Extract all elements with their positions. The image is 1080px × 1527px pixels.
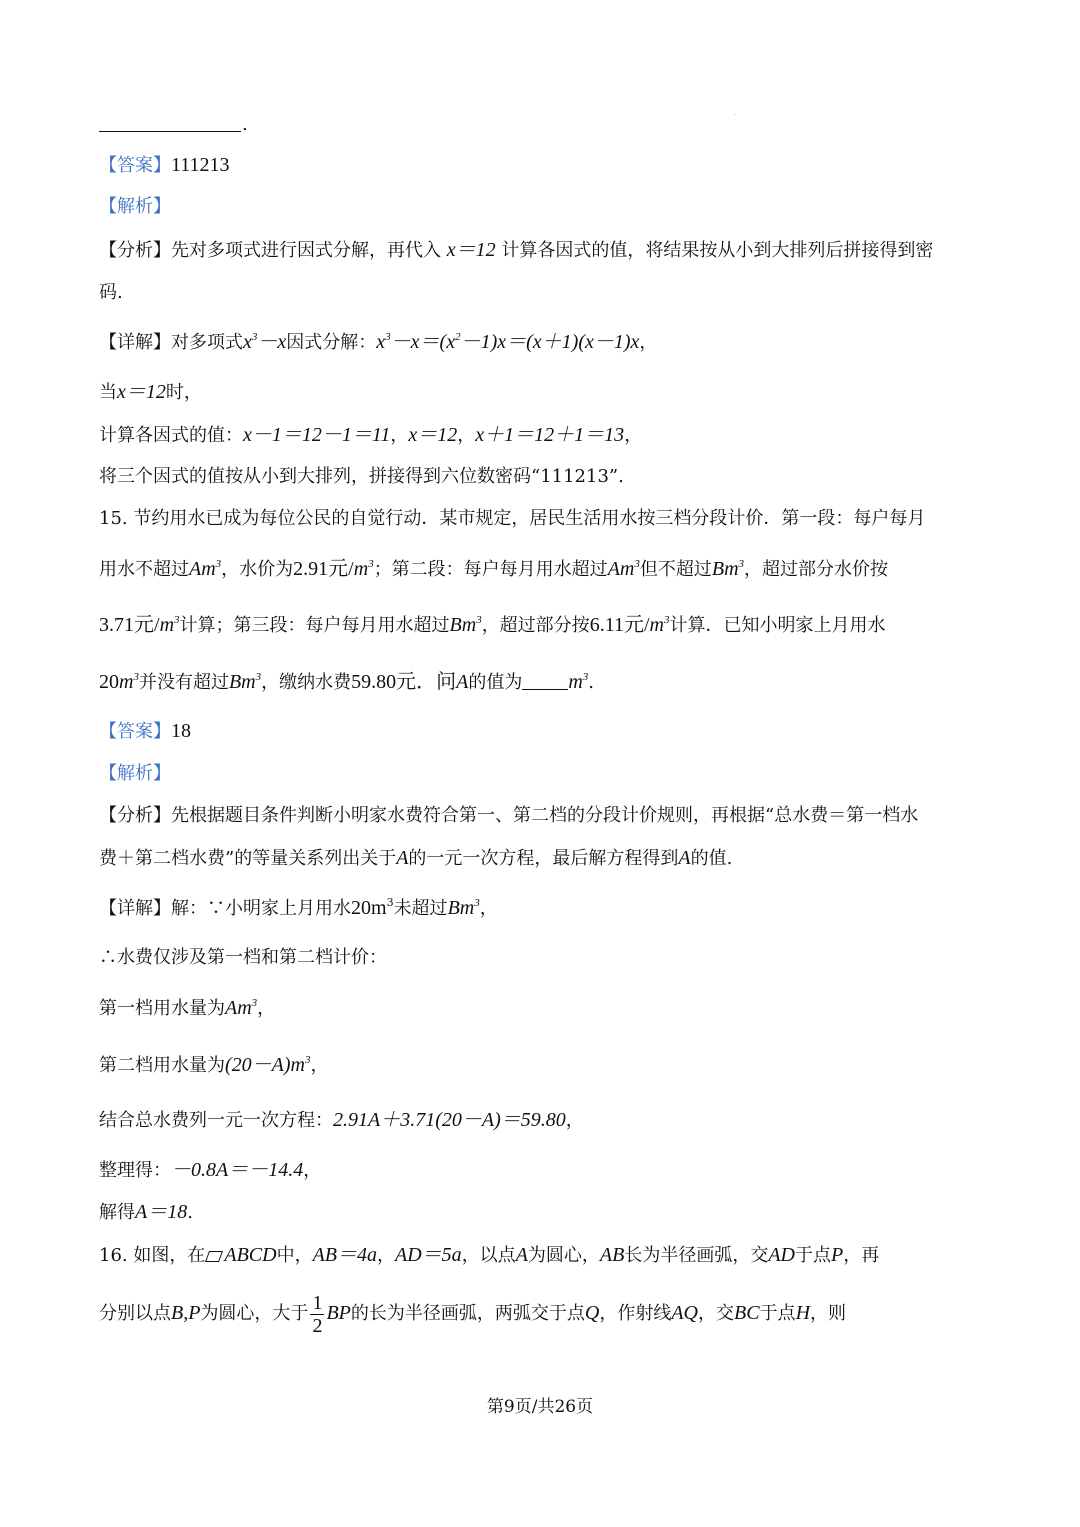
q14-fenxi: 【分析】先对多项式进行因式分解，再代入 x＝12 计算各因式的值，将结果按从小到大排列后拼接得到密 bbox=[99, 239, 934, 261]
q15-answer: 【答案】18 bbox=[99, 720, 191, 742]
answer-blank-q14 bbox=[99, 131, 241, 132]
q15-question-2: 用水不超过Am$^3$，水价为2.91元$/m^3$；第二段：每户每月用水超过Am$^3$但不超过Bm$^3$，超过部分水价按 bbox=[99, 558, 889, 580]
q15-detail-1: 【详解】解：∵小明家上月用水$20m^3$未超过Bm$^3$， bbox=[99, 896, 498, 919]
q14-detail-1: 【详解】对多项式$x^3-x$因式分解：$x^3-x=(x^2-1)x=(x+1)(x-1)x$， bbox=[99, 331, 658, 353]
q16-line-2: 分别以点B,P为圆心，大于 $\frac{1}{2}$ BP的长为半径画弧，两弧交于点Q，作射线AQ，交BC于点H，则 bbox=[99, 1291, 847, 1337]
q15-detail-3: 第一档用水量为Am$^3$， bbox=[99, 997, 276, 1019]
page-footer: 第9页/共26页 bbox=[486, 1397, 594, 1417]
q15-detail-4: 第二档用水量为$(20-A)m^3$， bbox=[99, 1054, 329, 1076]
q15-fenxi-2: 费＋第二档水费”的等量关系列出关于A的一元一次方程，最后解方程得到A的值. bbox=[99, 847, 733, 869]
fraction-one-half: $\frac{1}{2}$ bbox=[312, 1291, 323, 1337]
q15-question-1: 15. 节约用水已成为每位公民的自觉行动．某市规定，居民生活用水按三档分段计价．第一段：每户每月 bbox=[99, 508, 926, 529]
q15-analysis-tag: 【解析】 bbox=[99, 763, 171, 784]
q15-question-4: $20m^3$并没有超过Bm$^3$，缴纳水费59.80元．问A的值为 $m^3$. bbox=[99, 671, 595, 693]
answer-blank-q15 bbox=[522, 671, 568, 690]
q15-detail-5: 结合总水费列一元一次方程：2.91A＋3.71(20－A)＝59.80， bbox=[99, 1109, 584, 1131]
q14-detail-4: 将三个因式的值按从小到大排列，拼接得到六位数密码“111213”. bbox=[99, 466, 624, 487]
q15-detail-2: ∴水费仅涉及第一档和第二档计价： bbox=[99, 947, 387, 968]
q16-line-1: 16. 如图，在 ABCD中，AB＝4a，AD＝5a，以点A为圆心，AB长为半径画弧，交AD于点P，再 bbox=[99, 1244, 880, 1266]
q14-fenxi-cont: 码. bbox=[99, 282, 123, 303]
q15-detail-7: 解得A＝18. bbox=[99, 1201, 193, 1223]
speck: . bbox=[734, 110, 736, 117]
q14-detail-3: 计算各因式的值：x－1＝12－1＝11，x＝12，x＋1＝12＋1＝13， bbox=[99, 424, 643, 446]
q15-detail-6: 整理得：－0.8A＝－14.4， bbox=[99, 1159, 322, 1181]
period: . bbox=[242, 114, 248, 135]
q14-answer: 【答案】111213 bbox=[99, 154, 230, 176]
q14-detail-2: 当x＝12时， bbox=[99, 381, 202, 403]
q15-question-3: 3.71元$/m^3$计算；第三段：每户每月用水超过Bm$^3$，超过部分按6.11元$/m^3$计算．已知小明家上月用水 bbox=[99, 614, 886, 636]
q15-fenxi-1: 【分析】先根据题目条件判断小明家水费符合第一、第二档的分段计价规则，再根据“总水费＝第一档水 bbox=[99, 805, 919, 826]
parallelogram-icon bbox=[205, 1251, 223, 1262]
q14-analysis-tag: 【解析】 bbox=[99, 196, 171, 217]
